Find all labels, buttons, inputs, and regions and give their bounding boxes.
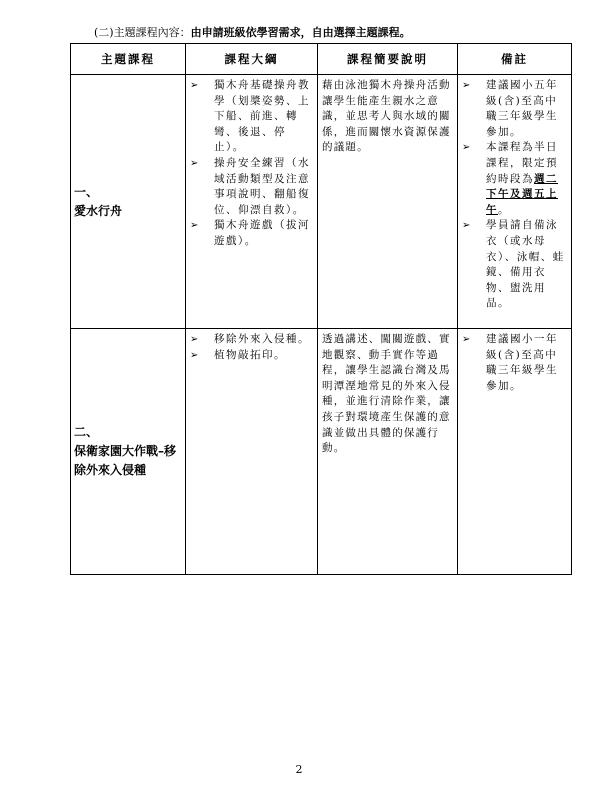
topic-number: 一、: [74, 184, 99, 199]
topic-number: 二、: [74, 425, 99, 439]
description-cell: 藉由泳池獨木舟操舟活動讓學生能產生親水之意識，並思考人與水域的關係，進而關懷水資源保護的議題。: [318, 75, 458, 329]
section-heading: [94, 24, 411, 40]
outline-cell: [186, 329, 318, 575]
arrowhead-bullet-icon: ➢: [190, 334, 200, 345]
header-topic: 主題課程: [71, 44, 186, 75]
description-cell: 透過講述、闖關遊戲、實地觀察、動手實作等過程，讓學生認識台灣及馬明潭溼地常見的外來入侵種，並進行清除作業，讓孩子對環境產生保護的意識並做出具體的保護行動。: [318, 329, 458, 575]
arrowhead-bullet-icon: ➢: [462, 80, 472, 91]
list-item: ➢ 獨木舟基礎操舟教學（划槳姿勢、上下船、前進、轉彎、後退、停止）。: [190, 79, 310, 154]
notes-cell: [458, 329, 572, 575]
outline-cell: [186, 75, 318, 329]
list-item: ➢ 獨木舟遊戲（拔河遊戲）。: [190, 219, 310, 247]
topic-cell: [71, 75, 186, 329]
topic-cell: [71, 329, 186, 575]
heading-emphasis: 由申請班級依學習需求，自由選擇主題課程。: [190, 26, 411, 39]
page-number: 2: [295, 763, 303, 776]
arrowhead-bullet-icon: ➢: [190, 349, 200, 361]
list-item: ➢ 植物敲拓印。: [190, 348, 313, 364]
arrowhead-bullet-icon: ➢: [462, 334, 472, 345]
arrowhead-bullet-icon: ➢: [190, 220, 200, 232]
arrowhead-bullet-icon: ➢: [462, 142, 472, 154]
header-description: 課程簡要說明: [318, 44, 458, 75]
header-notes: 備註: [458, 44, 572, 75]
time-slot-emphasis: 週二下午及週五上午: [486, 172, 558, 216]
list-item: ➢ 建議國小一年級(含)至高中職三年級學生參加。: [462, 333, 558, 392]
header-outline: 課程大綱: [186, 44, 318, 75]
course-table: [70, 43, 572, 575]
list-item: ➢ 移除外來入侵種。: [190, 332, 313, 348]
heading-prefix: (二)主題課程內容：: [94, 26, 191, 39]
list-item: ➢ 學員請自備泳衣（或水母衣）、泳帽、蛙鏡、備用衣物、盥洗用品。: [462, 219, 565, 310]
list-item: ➢ 操舟安全練習（水域活動類型及注意事項說明、翻船復位、仰漂自救）。: [190, 156, 310, 216]
arrowhead-bullet-icon: ➢: [462, 220, 472, 232]
topic-title: 愛水行舟: [74, 203, 123, 218]
table-row: [71, 329, 572, 575]
list-item: ➢ 建議國小五年級(含)至高中職三年級學生參加。: [462, 79, 558, 138]
notes-cell: [458, 75, 572, 329]
arrowhead-bullet-icon: ➢: [190, 80, 200, 91]
arrowhead-bullet-icon: ➢: [190, 157, 200, 169]
table-header-row: [71, 44, 572, 75]
topic-title: 保衛家園大作戰–移除外來入侵種: [74, 444, 177, 477]
table-row: [71, 75, 572, 329]
list-item: ➢ 本課程為半日課程，限定預約時段為週二下午及週五上午。: [462, 141, 558, 216]
